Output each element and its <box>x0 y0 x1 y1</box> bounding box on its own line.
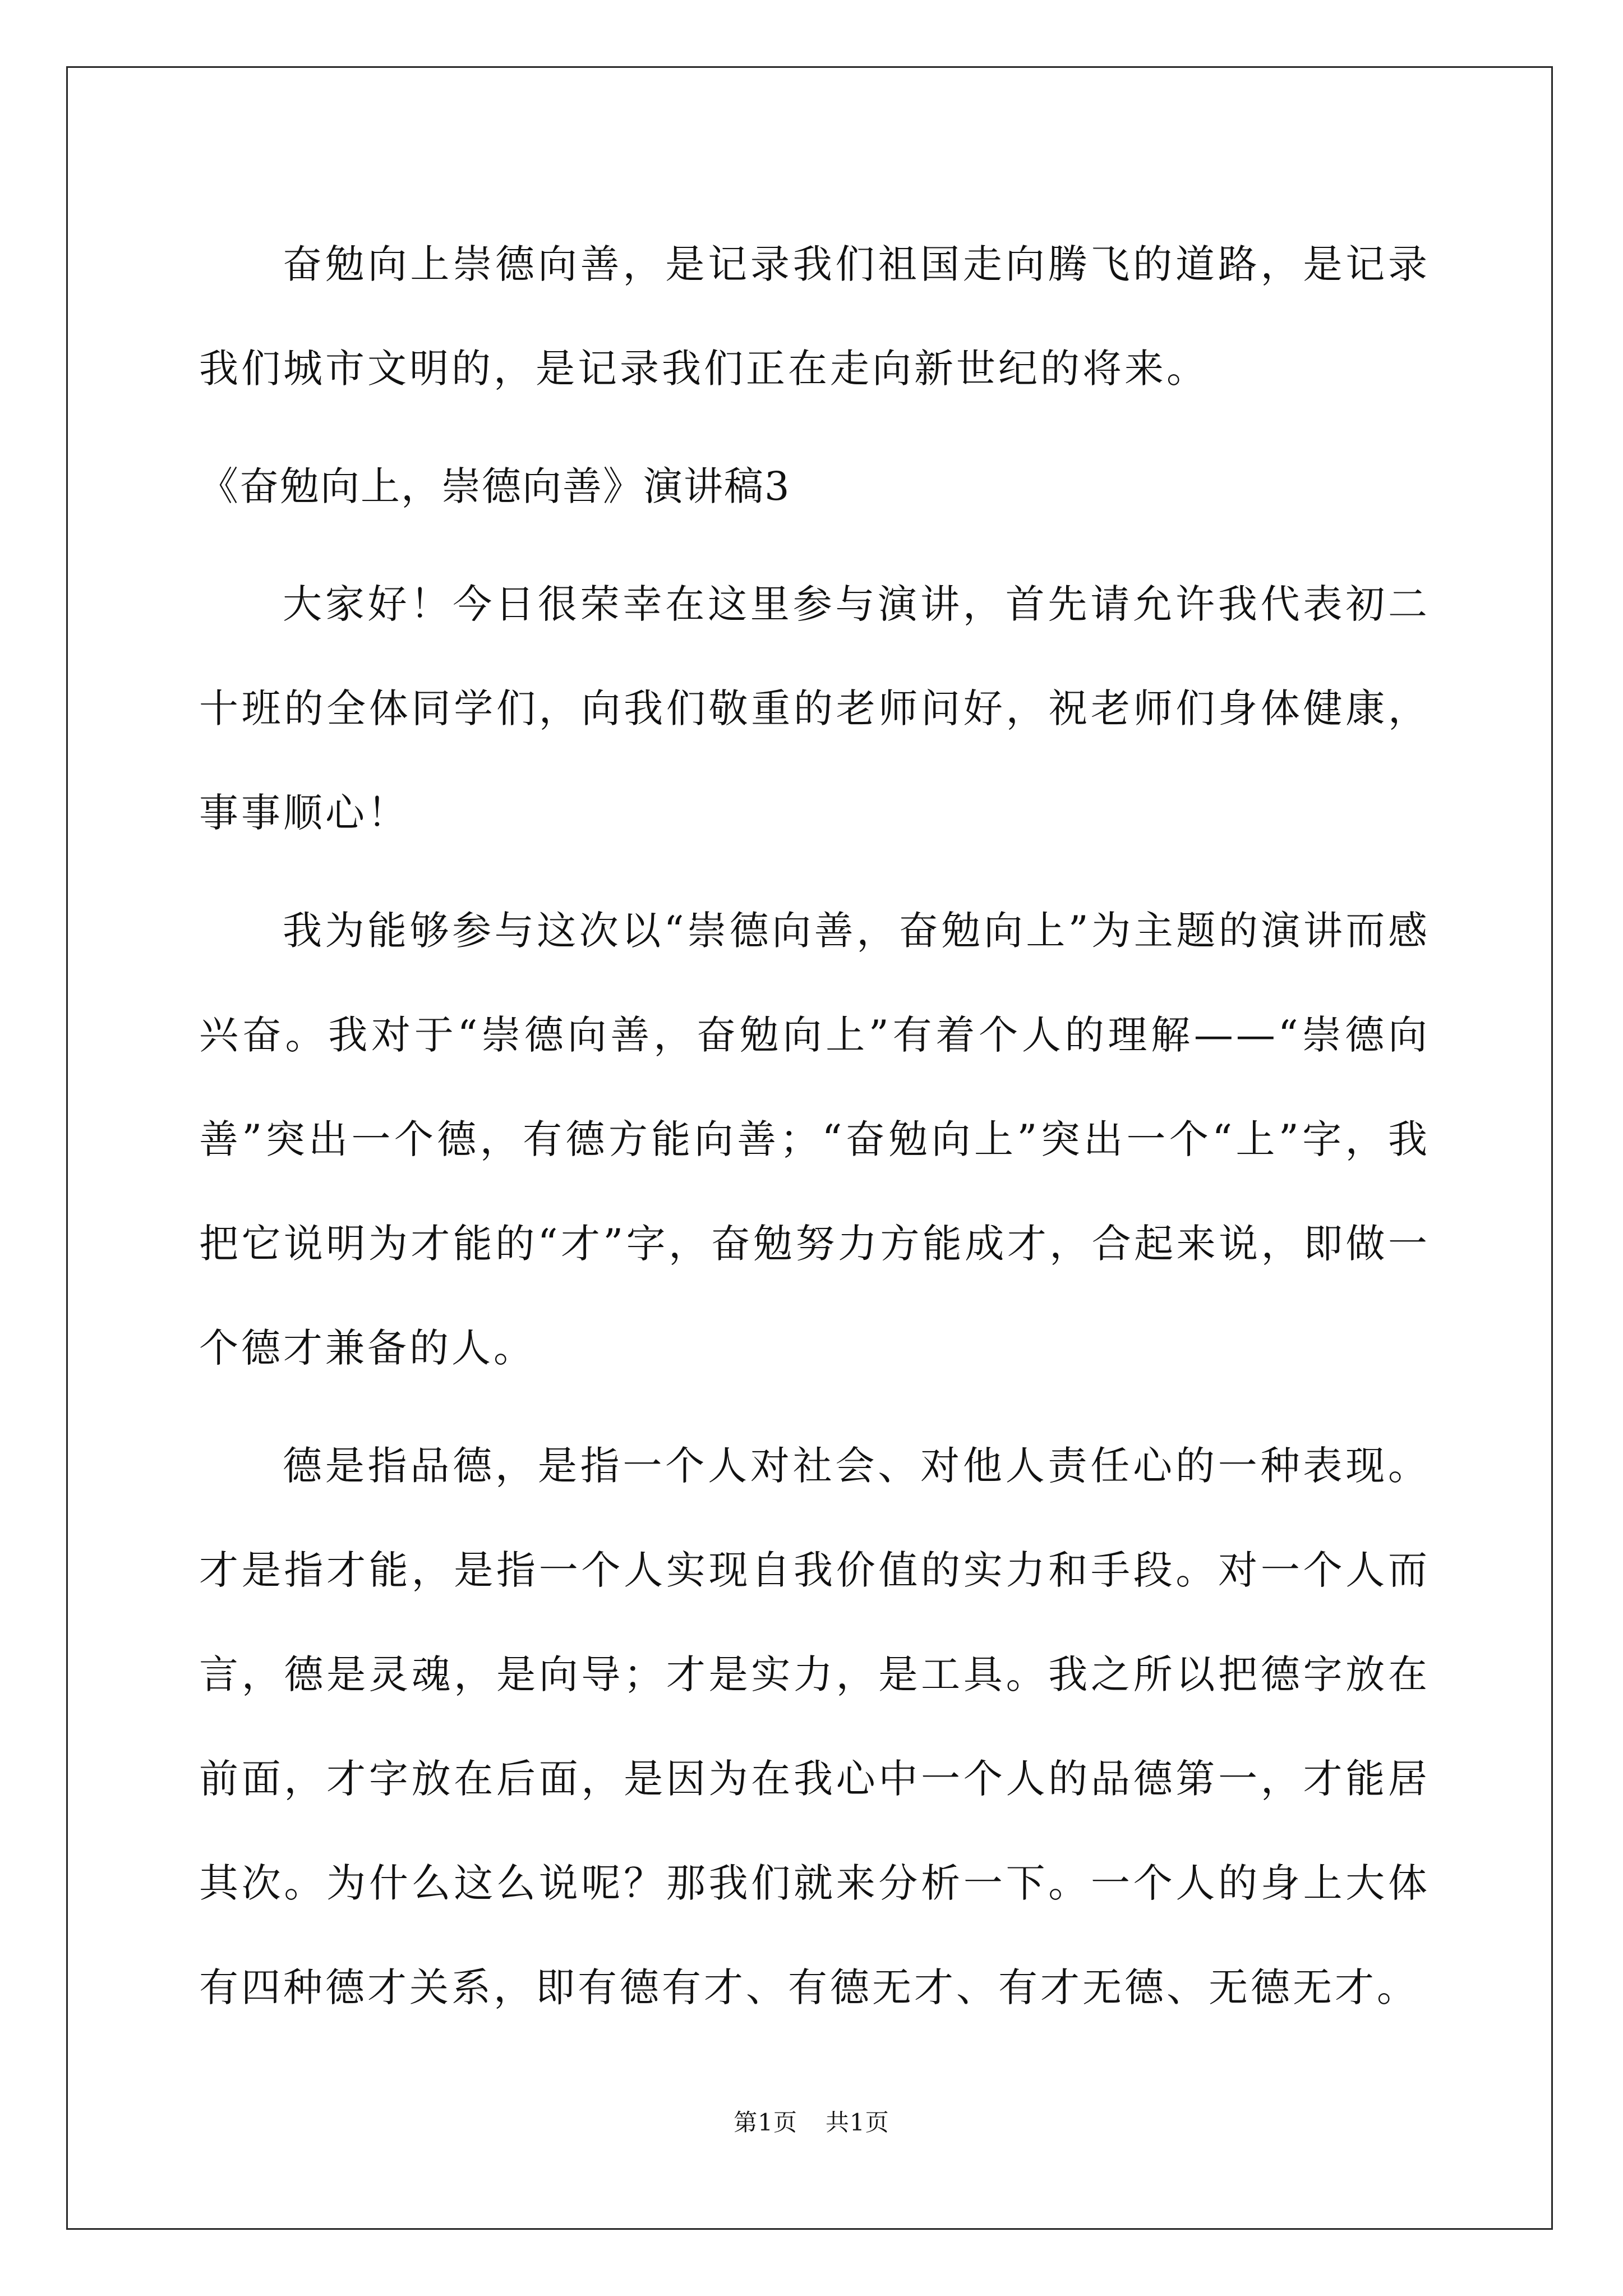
paragraph: 我为能够参与这次以“崇德向善，奋勉向上”为主题的演讲而感兴奋。我对于“崇德向善，奋勉向上”有着个人的理解——“崇德向善”突出一个德，有德方能向善；“奋勉向上”突出一个“上”字，我把它说明为才能的“才”字，奋勉努力方能成才，合起来说，即做一个德才兼备的人。 <box>199 908 1430 1371</box>
page-total: 共1页 <box>826 2109 889 2136</box>
page-footer <box>0 2106 1623 2139</box>
paragraph: 德是指品德，是指一个人对社会、对他人责任心的一种表现。才是指才能，是指一个人实现自我价值的实力和手段。对一个人而言，德是灵魂，是向导；才是实力，是工具。我之所以把德字放在前面，才字放在后面，是因为在我心中一个人的品德第一，才能居其次。为什么这么说呢？那我们就来分析一下。一个人的身上大体有四种德才关系，即有德有才、有德无才、有才无德、无德无才。 <box>199 1443 1430 2010</box>
paragraph: 大家好！今日很荣幸在这里参与演讲，首先请允许我代表初二十班的全体同学们，向我们敬重的老师问好，祝老师们身体健康，事事顺心！ <box>199 581 1430 836</box>
section-heading: 《奋勉向上，崇德向善》演讲稿3 <box>199 463 791 509</box>
paragraph: 奋勉向上崇德向善，是记录我们祖国走向腾飞的道路，是记录我们城市文明的，是记录我们正在走向新世纪的将来。 <box>199 241 1430 392</box>
document-body <box>199 212 1430 2053</box>
page-number: 第1页 <box>734 2109 797 2136</box>
